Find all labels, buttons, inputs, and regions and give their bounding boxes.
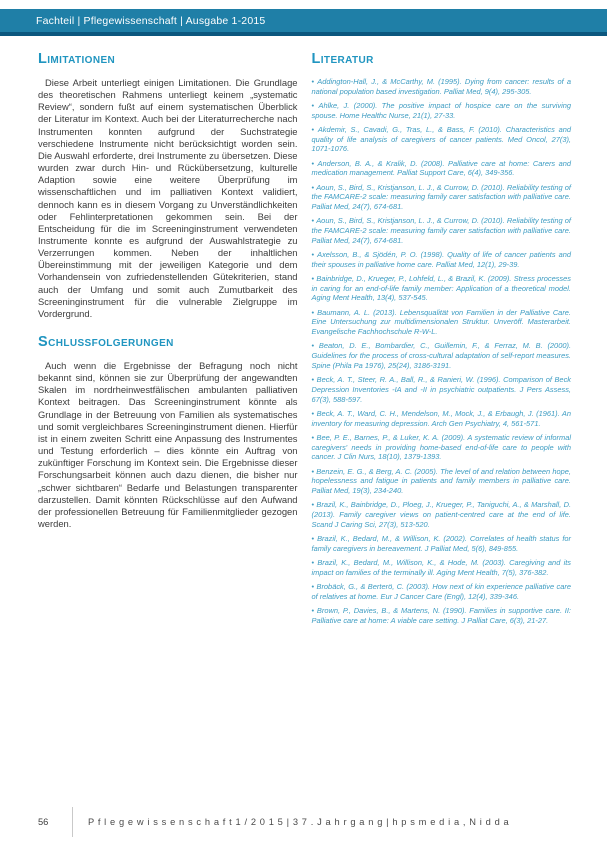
reference-item: • Beaton, D. E., Bombardier, C., Guillemin, F., & Ferraz, M. B. (2000). Guidelines for the process of cross-cultural adaptation of self-report measures. Spine (Phila Pa 1976), 25(24), 3186-3191. — [312, 341, 572, 370]
footer — [38, 807, 571, 837]
reference-item: • Beck, A. T., Steer, R. A., Ball, R., & Ranieri, W. (1996). Comparison of Beck Depression Inventories -IA and -II in psychiatric outpatients. J Pers Assess, 67(3), 588-597. — [312, 375, 572, 404]
left-column — [38, 52, 298, 630]
section-heading: Schlussfolgerungen — [38, 334, 174, 351]
reference-item: • Bee, P. E., Barnes, P., & Luker, K. A. (2009). A systematic review of informal caregivers' needs in providing home-based end-of-life care to people with cancer. J Clin Nurs, 18(10), 1379-1393. — [312, 433, 572, 462]
reference-item: • Axelsson, B., & Sjödén, P. O. (1998). Quality of life of cancer patients and their spouses in palliative home care. Palliat Med, 12(1), 29-39. — [312, 250, 572, 269]
reference-item: • Baumann, A. L. (2013). Lebensqualität von Familien in der Palliative Care. Eine Untersuchung zur multidimensionalen Struktur. Unveröff. Masterarbeit. Evangelische Fachhochschule R-W-L. — [312, 308, 572, 337]
reference-item: • Aoun, S., Bird, S., Kristjanson, L. J., & Currow, D. (2010). Reliability testing of the FAMCARE-2 scale: measuring family carer satisfaction with palliative care. Palliat Med, 24(7), 674-681. — [312, 216, 572, 245]
reference-item: • Brobäck, G., & Berterö, C. (2003). How next of kin experience palliative care of relatives at home. Eur J Cancer Care (Engl), 12(4), 339-346. — [312, 582, 572, 601]
reference-item: • Brazil, K., Bedard, M., & Willison, K. (2002). Correlates of health status for family caregivers in bereavement. J Palliat Med, 5(6), 849-855. — [312, 534, 572, 553]
reference-item: • Brazil, K., Bedard, M., Willison, K., & Hode, M. (2003). Caregiving and its impact on families of the terminally ill. Aging Ment Health, 7(5), 376-382. — [312, 558, 572, 577]
reference-item: • Anderson, B. A., & Kralik, D. (2008). Palliative care at home: Carers and medication management. Palliat Support Care, 6(4), 349-356. — [312, 159, 572, 178]
body-paragraph: Auch wenn die Ergebnisse der Befragung noch nicht bekannt sind, können sie zur Überprüfung der angewandten Skalen im nordrheinwestfälischen ambulanten palliativen Kontext beitragen. Das Screeninginstrument könnte als Grundlage in der Betreuung von Familien als systematisches und somit vergleichbares Screeninginstrument dienen. Hierfür ist in einem zweiten Schritt eine Anpassung des Instrumentes und Testung erforderlich – dies könnte ein Auftrag von zukünftiger Forschung im Kontext sein. Die Ergebnisse dieser Forschungsarbeit können auch dazu dienen, die bisher nur „schwer sichtbaren“ Bedarfe und Belastungen transparenter darzustellen. Damit könnten Rückschlüsse auf den Aufwand der professionellen Betreuung für Familienmitglieder gezogen werden. — [38, 360, 298, 530]
reference-item: • Addington-Hall, J., & McCarthy, M. (1995). Dying from cancer: results of a national population based investigation. Palliat Med, 9(4), 295-305. — [312, 77, 572, 96]
footer-divider — [72, 807, 73, 837]
page-number: 56 — [38, 817, 49, 827]
breadcrumb: Fachteil | Pflegewissenschaft | Ausgabe 1-2015 — [36, 14, 266, 27]
section-heading: Limitationen — [38, 51, 116, 67]
reference-item: • Benzein, E. G., & Berg, A. C. (2005). The level of and relation between hope, hopelessness and fatigue in patients and family members in palliative care. Palliat Med, 19(3), 234-240. — [312, 467, 572, 496]
body-paragraph: Diese Arbeit unterliegt einigen Limitationen. Die Grundlage des theoretischen Rahmens unterliegt keinem „systematic Review“, sondern fußt auf einem systematischen Überblick der Literatur im Kontext. Auch bei der Literaturrecherche nach Instrumenten konnten aufgrund der Suchstrategie verschiedene Instrumente nicht berücksichtigt worden sein. Die Auswahl erforderte, drei Instrumente zu übersetzen. Diese wurden zwar durch Hin- und Rückübersetzung, kulturelle Adaption sowie eine weitere Überprüfung im wissenschaftlichen und im palliativen Kontext validiert, dennoch kann es in diesem Vorgang zu Unverständlichkeiten oder Fehlinterpretationen gekommen sein. Bei der Entscheidung für die im Screeninginstrument verwendeten Instrumente konnte es aufgrund der Auswahlstrategie zu Verzerrungen kommen. Neben der inhaltlichen Übereinstimmung mit der jeweiligen Kategorie und dem Vorhandensein von zufriedenstellenden Gütekriterien, stand auch der Umfang und somit auch Zumutbarkeit des Screeninginstrument für die vulnerable Zielgruppe im Vordergrund. — [38, 76, 298, 319]
literature-heading: Literatur — [311, 51, 374, 67]
reference-item: • Brown, P., Davies, B., & Martens, N. (1990). Families in supportive care. II: Palliative care at home: A viable care setting. J Palliat Care, 6(3), 21-27. — [312, 606, 572, 625]
journal-info: P f l e g e w i s s e n s c h a f t 1 / 2 0 1 5 | 3 7 . J a h r g a n g | h p s m e d i a , N i d d a — [88, 817, 510, 827]
reference-item: • Aoun, S., Bird, S., Kristjanson, L. J., & Currow, D. (2010). Reliability testing of the FAMCARE-2 scale: measuring family carer satisfaction with palliative care. Palliat Med, 24(7), 674-681. — [312, 183, 572, 212]
reference-item: • Bainbridge, D., Krueger, P., Lohfeld, L., & Brazil, K. (2009). Stress processes in caring for an end-of-life family member: Application of a theoretical model. Aging Ment Health, 13(4), 537-545. — [312, 274, 572, 303]
text-section — [38, 335, 298, 530]
reference-item: • Beck, A. T., Ward, C. H., Mendelson, M., Mock, J., & Erbaugh, J. (1961). An inventory for measuring depression. Arch Gen Psychiatry, 4, 561-571. — [312, 409, 572, 428]
reference-item: • Akdemir, S., Cavadi, G., Tras, L., & Bass, F. (2010). Characteristics and quality of life analysis of caregivers of cancer patients. Med Oncol, 27(3), 1071-1076. — [312, 125, 572, 154]
text-section — [38, 52, 298, 320]
reference-item: • Ahlke, J. (2000). The positive impact of hospice care on the surviving spouse. Home Healthc Nurse, 21(1), 27-33. — [312, 101, 572, 120]
page-content — [38, 52, 571, 630]
header-bar — [0, 9, 607, 32]
reference-list — [312, 77, 572, 625]
header-divider — [0, 32, 607, 36]
right-column — [312, 52, 572, 630]
reference-item: • Brazil, K., Bainbridge, D., Ploeg, J., Krueger, P., Taniguchi, A., & Marshall, D. (2013). Family caregiver views on patient-centred care at the end of life. Scand J Caring Sci, 27(3), 513-520. — [312, 500, 572, 529]
